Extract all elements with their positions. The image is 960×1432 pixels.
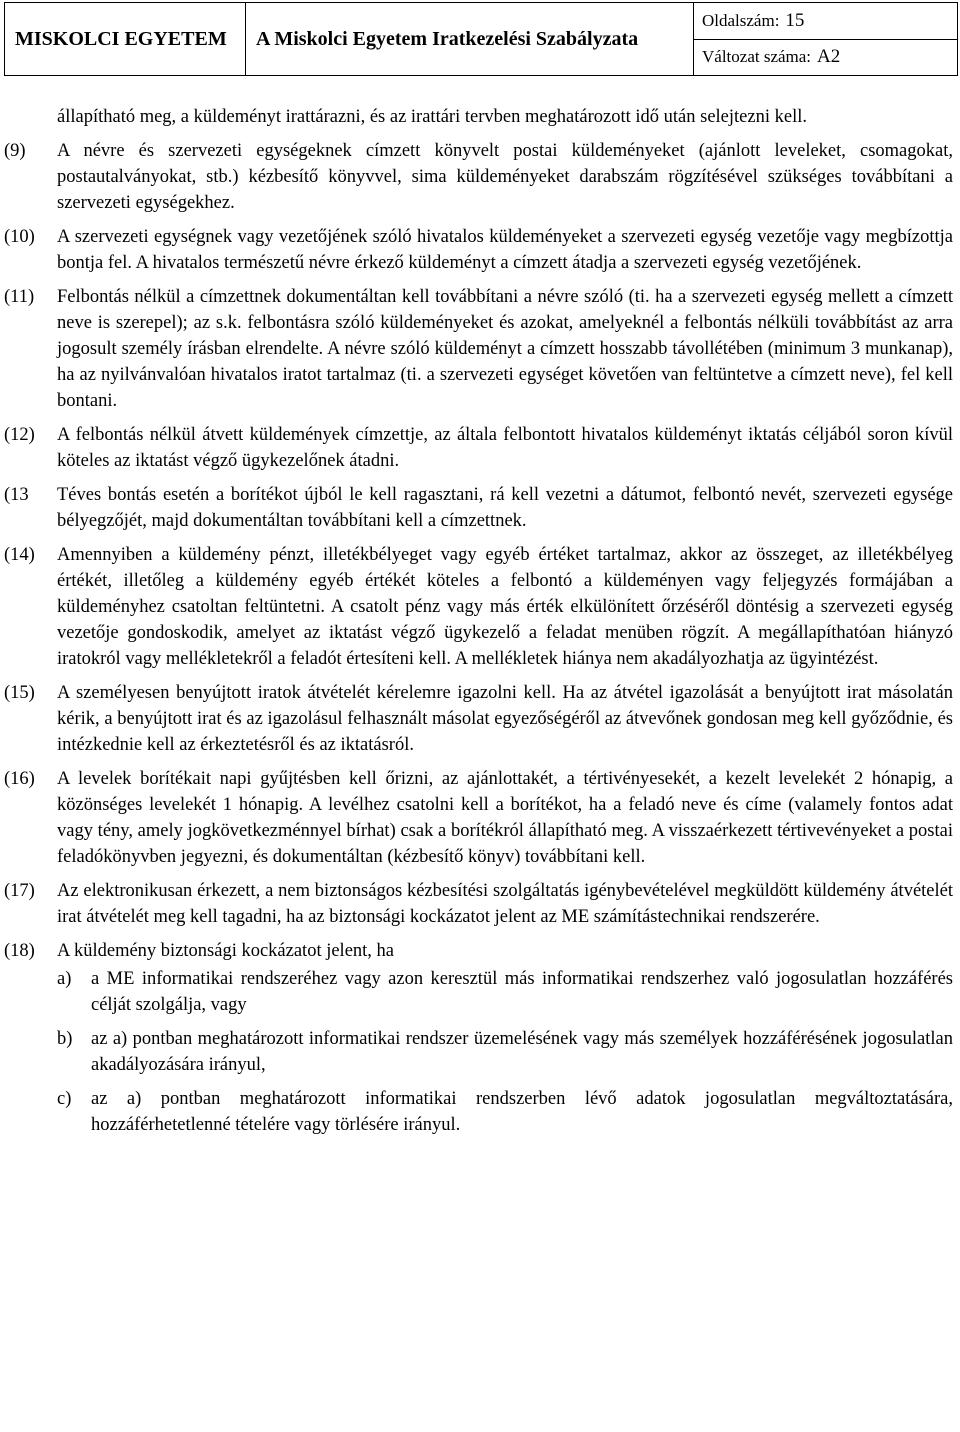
page-number-cell [694,3,957,40]
version-cell [694,40,957,76]
paragraph-15 [0,680,960,758]
paragraph-16 [0,766,960,870]
header-meta [694,3,957,75]
paragraph-18 [0,938,960,964]
paragraph-text: Amennyiben a küldemény pénzt, illetékbélyeget vagy egyéb értéket tartalmaz, akkor az összeget, az illetékbélyeg értékét, illetőleg a küldemény egyéb értékét köteles a felbontó a küldeményen vagy feljegyzés formájában a küldeményhez csatoltan feltüntetni. A csatolt pénz vagy más érték elkülönített őrzéséről döntésig a szervezeti egység vezetője gondoskodik, amelyet az iktatást végző ügykezelő a feladat menüben rögzít. A megállapíthatóan hiányzó iratokról vagy mellékletekről a feladót értesíteni kell. A mellékletek hiánya nem akadályozhatja az ügyintézést. [57,545,953,669]
paragraph-text: Az elektronikusan érkezett, a nem biztonságos kézbesítési szolgáltatás igénybevételével megküldött küldemény átvételét irat átvételét meg kell tagadni, ha az biztonsági kockázatot jelent az ME számítástechnikai rendszerére. [57,881,953,927]
paragraph-number: (12) [4,425,35,445]
paragraph-text: Téves bontás esetén a borítékot újból le kell ragasztani, rá kell vezetni a dátumot, felbontó nevét, szervezeti egysége bélyegzőjét, majd dokumentáltan továbbítani kell a címzettnek. [57,485,953,531]
list-item-marker: a) [57,969,72,989]
paragraph-number: (11) [4,287,35,307]
paragraph-11 [0,284,960,414]
institution-name: MISKOLCI EGYETEM [5,3,246,75]
paragraph-number: (14) [4,545,35,565]
list-item-text: az a) pontban meghatározott informatikai rendszerben lévő adatok jogosulatlan megváltoztatására, hozzáférhetetlenné tételére vagy törlésére irányul. [91,1089,953,1135]
paragraph-number: (9) [4,141,26,161]
document-title: A Miskolci Egyetem Iratkezelési Szabályzata [246,3,694,75]
paragraph-text: A felbontás nélkül átvett küldemények címzettje, az általa felbontott hivatalos küldeményt iktatás céljából soron kívül köteles az iktatást végző ügykezelőnek átadni. [57,425,953,471]
list-item-a [57,966,960,1018]
paragraph-10 [0,224,960,276]
paragraph-13 [0,482,960,534]
paragraph-number: (18) [4,941,35,961]
paragraph-text: A küldemény biztonsági kockázatot jelent, ha [57,941,395,961]
paragraph-9 [0,138,960,216]
paragraph-text: állapítható meg, a küldeményt irattárazni, és az irattári tervben meghatározott idő után selejtezni kell. [57,107,807,127]
paragraph-12 [0,422,960,474]
paragraph-continuation [0,104,960,130]
paragraph-14 [0,542,960,672]
paragraph-number: (10) [4,227,35,247]
paragraph-number: (16) [4,769,35,789]
page-number: 15 [785,9,805,31]
version-label: Változat száma: [702,47,812,67]
list-item-marker: c) [57,1089,72,1109]
paragraph-number: (15) [4,683,35,703]
paragraph-text: A névre és szervezeti egységeknek címzett könyvelt postai küldeményeket (ajánlott leveleket, csomagokat, postautalványokat, stb.) kézbesítő könyvvel, sima küldeményeket darabszám rögzítésével szükséges továbbítani a szervezeti egységekhez. [57,141,953,213]
list-item-marker: b) [57,1029,73,1049]
paragraph-number: (13 [4,485,29,505]
paragraph-text: A személyesen benyújtott iratok átvételét kérelemre igazolni kell. Ha az átvétel igazolását a benyújtott irat másolatán kérik, a benyújtott irat és az igazolásul felhasznált másolat egyezőségéről az átvevőnek gondosan meg kell győződnie, és intézkednie kell az érkeztetésről és az iktatásról. [57,683,953,755]
paragraph-text: A szervezeti egységnek vagy vezetőjének szóló hivatalos küldeményeket a szervezeti egység vezetője vagy megbízottja bontja fel. A hivatalos természetű névre érkező küldeményt a címzett átadja a szervezeti egység vezetőjének. [57,227,953,273]
paragraph-number: (17) [4,881,35,901]
list-item-text: az a) pontban meghatározott informatikai rendszer üzemelésének vagy más személyek hozzáférésének jogosulatlan akadályozására irányul, [91,1029,953,1075]
list-item-c [57,1086,960,1138]
page-label: Oldalszám: [702,10,780,30]
list-item-text: a ME informatikai rendszeréhez vagy azon keresztül más informatikai rendszerhez való jogosulatlan hozzáférés célját szolgálja, vagy [91,969,953,1015]
paragraph-text: A levelek borítékait napi gyűjtésben kell őrizni, az ajánlottakét, a tértivényesekét, a kezelt levelekét 2 hónapig, a közönséges levelekét 1 hónapig. A levélhez csatolni kell a borítékot, ha a feladó neve és címe (valamely fontos adat vagy tény, amely jogkövetkezménnyel bírhat) csak a borítékról állapítható meg. A visszaérkezett tértivevényeket a postai feladókönyvben jegyezni, és dokumentáltan (kézbesítő könyv) továbbítani kell. [57,769,953,867]
document-body [0,104,960,1146]
version-number: A2 [817,46,841,68]
page-header [4,2,958,76]
paragraph-text: Felbontás nélkül a címzettnek dokumentáltan kell továbbítani a névre szóló (ti. ha a szervezeti egység mellett a címzett neve is szerepel); az s.k. felbontásra szóló küldeményeket és azokat, amelyeknél a felbontás nélküli továbbítást az arra jogosult személy írásban elrendelte. A névre szóló küldeményt a címzett hosszabb távollétében (minimum 3 munkanap), ha az nyilvánvalóan hivatalos iratot tartalmaz (ti. a szervezeti egységet követően van feltüntetve a címzett neve), fel kell bontani. [57,287,953,411]
paragraph-17 [0,878,960,930]
list-item-b [57,1026,960,1078]
